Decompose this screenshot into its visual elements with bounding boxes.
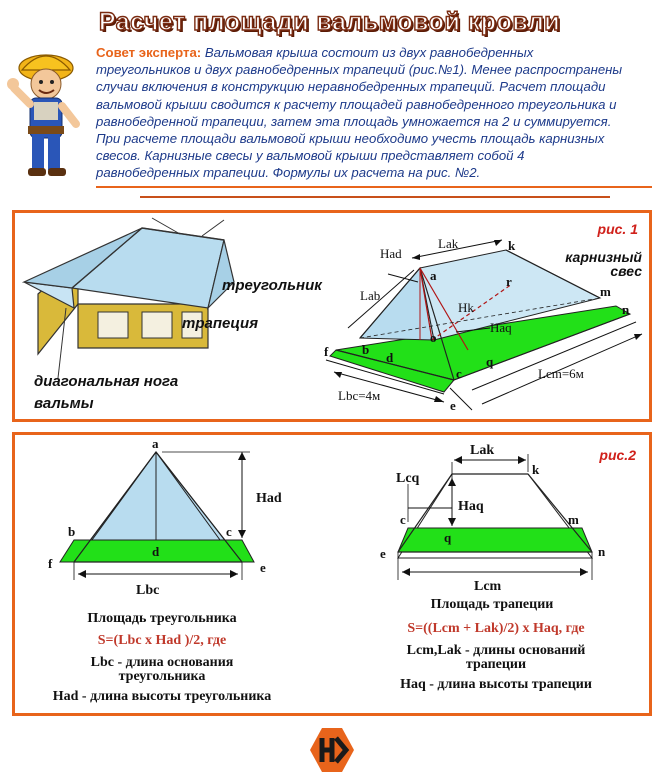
dim-had: Had [380, 246, 402, 261]
house-illustration [24, 218, 234, 378]
dim-lcm: Lcm=6м [538, 366, 584, 381]
point-e: e [450, 398, 456, 413]
tip-line: свесов. Карнизные свесы у вальмовой крыши представляет собой 4 [96, 148, 525, 164]
dim-lab: Lab [360, 288, 381, 303]
figure-2-diagram [12, 432, 652, 716]
dim-lcm: Lcm [474, 579, 502, 594]
point-q: q [486, 354, 494, 369]
point-a: a [430, 268, 437, 283]
dim-haq: Haq [458, 499, 484, 514]
trapezoid-figure [398, 454, 592, 580]
point-c: c [456, 366, 462, 381]
triangle-desc: треугольника [118, 669, 206, 684]
separator [140, 196, 610, 198]
tip-line: Вальмовая крыша состоит из двух равнобедренных [204, 45, 534, 60]
label-trapezoid: трапеция [182, 315, 259, 332]
page-title: Расчет площади вальмовой кровли [98, 8, 561, 36]
tip-line: треугольников и двух равнобедренных трапеций (рис.№1). Менее распространены [96, 62, 623, 78]
point-b: b [362, 342, 370, 357]
trapezoid-desc: трапеции [465, 657, 527, 672]
point-d: d [152, 544, 160, 559]
figure-1-diagram [12, 210, 652, 422]
builder-mascot-icon [4, 40, 88, 180]
figure-1-caption: рис. 1 [597, 221, 638, 237]
point-a: a [152, 436, 159, 451]
label-eaves: карнизный [565, 249, 642, 265]
triangle-figure [60, 452, 254, 580]
tip-line: равнобедренной трапеции, затем эта площадь умножается на 2 и суммируется. [96, 113, 612, 129]
tip-lead: Совет эксперта: [96, 45, 202, 60]
point-f: f [48, 556, 53, 571]
point-m: m [568, 512, 579, 527]
brand-logo-icon [308, 726, 356, 774]
tip-line: случаи включения в конструкцию неравнобедренных трапеций. Расчет площади [96, 79, 606, 95]
point-k: k [508, 238, 516, 253]
point-n: n [622, 302, 630, 317]
dim-lak: Lak [470, 443, 495, 458]
label-diagonal-leg: диагональная нога [34, 373, 179, 390]
triangle-desc: Lbc - длина основания [90, 655, 234, 670]
point-e: e [260, 560, 266, 575]
roof-schematic [326, 240, 642, 410]
point-k: k [532, 462, 540, 477]
point-d: d [386, 350, 394, 365]
label-diagonal-leg: вальмы [34, 395, 94, 412]
dim-lbc: Lbc [136, 583, 160, 598]
triangle-area-title: Площадь треугольника [87, 611, 237, 626]
point-n: n [598, 544, 606, 559]
point-r: r [506, 274, 512, 289]
dim-lbc: Lbc=4м [338, 388, 381, 403]
trapezoid-formula: S=((Lcm + Lak)/2) x Haq, где [407, 621, 585, 636]
triangle-formula: S=(Lbc x Had )/2, где [97, 633, 227, 648]
dim-lcq: Lcq [396, 471, 420, 486]
triangle-desc: Had - длина высоты треугольника [52, 689, 272, 704]
point-e: e [380, 546, 386, 561]
point-c: c [400, 512, 406, 527]
point-b: b [68, 524, 76, 539]
dim-lak: Lak [438, 236, 459, 251]
point-m: m [600, 284, 611, 299]
trapezoid-desc: Haq - длина высоты трапеции [400, 677, 592, 692]
point-o: o [430, 330, 437, 345]
trapezoid-desc: Lcm,Lak - длины оснований [406, 643, 586, 658]
trapezoid-area-title: Площадь трапеции [430, 597, 554, 612]
dim-hk: Hk [458, 300, 474, 315]
expert-tip [96, 44, 652, 182]
label-eaves: свес [610, 263, 642, 279]
dim-haq: Haq [490, 320, 512, 335]
tip-line: вальмовой крыши сводится к расчету площадей равнобедренного треугольника и [96, 96, 617, 112]
point-f: f [324, 344, 329, 359]
tip-line: равнобедренных трапеции. Формулы их расчета на рис. №2. [96, 165, 481, 181]
figure-2-caption: рис.2 [599, 447, 636, 463]
dim-had: Had [256, 491, 282, 506]
label-triangle: треугольник [222, 277, 322, 294]
separator [96, 186, 652, 188]
tip-line: При расчете площади вальмовой крыши необходимо учесть площадь карнизных [96, 131, 605, 147]
point-c: c [226, 524, 232, 539]
point-q: q [444, 530, 452, 545]
